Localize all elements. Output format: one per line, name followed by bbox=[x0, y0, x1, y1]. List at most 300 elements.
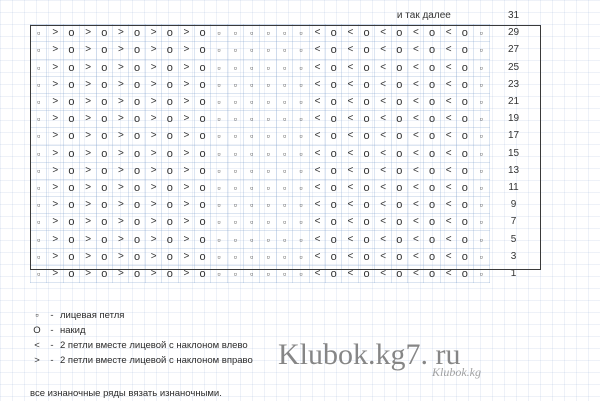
legend-dash: - bbox=[50, 340, 54, 351]
cell-yarnover-icon-glyph: o bbox=[68, 96, 75, 109]
legend-label: лицевая петля bbox=[60, 310, 125, 321]
cell-k2tog-icon-glyph: > bbox=[183, 267, 189, 279]
cell-ssk-icon bbox=[309, 59, 325, 76]
cell-yarnover-icon bbox=[162, 179, 178, 196]
cell-knit-icon-glyph: ▫ bbox=[37, 182, 41, 193]
cell-knit-icon-glyph: ▫ bbox=[479, 114, 483, 125]
cell-knit-icon-glyph: ▫ bbox=[299, 79, 303, 90]
cell-yarnover-icon-glyph: o bbox=[461, 181, 468, 194]
row-number: 29 bbox=[507, 27, 520, 39]
cell-k2tog-icon-glyph: > bbox=[117, 27, 124, 39]
cell-knit-icon bbox=[211, 76, 227, 93]
cell-k2tog-icon-glyph: > bbox=[52, 181, 58, 193]
cell-k2tog-icon-glyph: > bbox=[117, 130, 124, 142]
cell-ssk-icon-glyph: < bbox=[314, 113, 320, 125]
cell-yarnover-icon bbox=[358, 145, 374, 162]
cell-yarnover-icon bbox=[63, 42, 79, 59]
cell-knit-icon bbox=[244, 231, 260, 248]
cell-yarnover-icon bbox=[358, 25, 374, 42]
cell-yarnover-icon bbox=[424, 179, 440, 196]
cell-knit-icon bbox=[473, 128, 489, 145]
cell-knit-icon bbox=[244, 93, 260, 110]
cell-yarnover-icon-glyph: o bbox=[68, 61, 75, 74]
cell-yarnover-icon-glyph: o bbox=[199, 61, 206, 74]
cell-k2tog-icon bbox=[80, 248, 96, 265]
cell-k2tog-icon-glyph: > bbox=[52, 96, 58, 108]
cell-k2tog-icon bbox=[178, 128, 194, 145]
cell-ssk-icon bbox=[342, 214, 358, 231]
cell-k2tog-icon-glyph: > bbox=[117, 267, 124, 279]
cell-k2tog-icon bbox=[178, 59, 194, 76]
cell-knit-icon-glyph: ▫ bbox=[299, 217, 303, 228]
cell-yarnover-icon bbox=[129, 231, 145, 248]
cell-yarnover-icon bbox=[424, 76, 440, 93]
cell-knit-icon-glyph: ▫ bbox=[266, 268, 270, 279]
cell-ssk-icon-glyph: < bbox=[347, 147, 353, 159]
cell-knit-icon-glyph: ▫ bbox=[217, 268, 221, 279]
cell-yarnover-icon-glyph: o bbox=[199, 250, 206, 263]
cell-ssk-icon-glyph: < bbox=[314, 233, 320, 245]
cell-knit-icon-glyph: ▫ bbox=[233, 234, 237, 245]
cell-yarnover-icon-glyph: o bbox=[330, 44, 337, 57]
legend-item bbox=[30, 308, 450, 323]
cell-yarnover-icon-glyph: o bbox=[330, 130, 337, 143]
cell-knit-icon-glyph: ▫ bbox=[217, 217, 221, 228]
cell-yarnover-icon-glyph: o bbox=[363, 250, 370, 263]
cell-knit-icon bbox=[260, 76, 276, 93]
cell-ssk-icon bbox=[440, 265, 456, 282]
cell-k2tog-icon-glyph: > bbox=[85, 250, 91, 262]
cell-knit-icon-glyph: ▫ bbox=[479, 234, 483, 245]
chart-spacer bbox=[489, 231, 505, 248]
cell-knit-icon bbox=[211, 111, 227, 128]
cell-k2tog-icon bbox=[145, 214, 161, 231]
cell-yarnover-icon-glyph: o bbox=[101, 147, 108, 160]
cell-yarnover-icon bbox=[96, 214, 112, 231]
cell-knit-icon bbox=[227, 93, 243, 110]
cell-knit-icon-glyph: ▫ bbox=[282, 182, 287, 193]
cell-knit-icon bbox=[276, 76, 292, 93]
cell-yarnover-icon-glyph: o bbox=[363, 96, 370, 109]
chart-row bbox=[31, 76, 522, 93]
cell-yarnover-icon bbox=[129, 197, 145, 214]
cell-ssk-icon-glyph: < bbox=[347, 113, 353, 125]
cell-yarnover-icon-glyph: o bbox=[429, 27, 436, 40]
cell-ssk-icon-glyph: < bbox=[314, 250, 320, 262]
cell-ssk-icon bbox=[440, 76, 456, 93]
cell-yarnover-icon-glyph: o bbox=[429, 96, 436, 109]
cell-yarnover-icon-glyph: o bbox=[396, 130, 403, 143]
cell-yarnover-icon-glyph: o bbox=[199, 27, 206, 40]
cell-knit-icon-glyph: ▫ bbox=[250, 165, 254, 176]
cell-yarnover-icon-glyph: o bbox=[166, 233, 173, 246]
cell-k2tog-icon-glyph: > bbox=[85, 233, 91, 245]
cell-yarnover-icon-glyph: o bbox=[166, 250, 173, 263]
cell-knit-icon-glyph: ▫ bbox=[299, 234, 303, 245]
cell-knit-icon-glyph: ▫ bbox=[299, 62, 303, 73]
cell-k2tog-icon bbox=[145, 42, 161, 59]
cell-ssk-icon-glyph: < bbox=[347, 61, 353, 73]
cell-yarnover-icon bbox=[162, 128, 178, 145]
cell-ssk-icon-glyph: < bbox=[445, 44, 452, 56]
cell-ssk-icon bbox=[440, 25, 456, 42]
cell-knit-icon-glyph: ▫ bbox=[217, 131, 221, 142]
cell-k2tog-icon-glyph: > bbox=[183, 216, 189, 228]
cell-knit-icon bbox=[31, 59, 47, 76]
cell-ssk-icon bbox=[375, 214, 391, 231]
cell-k2tog-icon-glyph: > bbox=[117, 78, 124, 90]
cell-k2tog-icon-glyph: > bbox=[150, 130, 157, 142]
cell-yarnover-icon bbox=[457, 59, 473, 76]
cell-ssk-icon bbox=[440, 214, 456, 231]
cell-yarnover-icon-glyph: o bbox=[133, 44, 141, 57]
cell-k2tog-icon-glyph: > bbox=[85, 96, 91, 108]
cell-k2tog-icon bbox=[145, 111, 161, 128]
cell-k2tog-icon bbox=[112, 197, 128, 214]
cell-yarnover-icon bbox=[96, 179, 112, 196]
watermark-signature: Klubok.kg bbox=[432, 365, 481, 379]
cell-knit-icon bbox=[244, 25, 260, 42]
cell-ssk-icon-glyph: < bbox=[314, 216, 320, 228]
cell-knit-icon bbox=[227, 59, 243, 76]
cell-yarnover-icon bbox=[457, 111, 473, 128]
cell-knit-icon-glyph: ▫ bbox=[266, 79, 270, 90]
cell-k2tog-icon-glyph: > bbox=[183, 164, 189, 176]
cell-k2tog-icon-glyph: > bbox=[183, 44, 189, 56]
cell-yarnover-icon bbox=[194, 231, 210, 248]
cell-k2tog-icon bbox=[112, 59, 128, 76]
cell-knit-icon bbox=[211, 197, 227, 214]
cell-k2tog-icon-glyph: > bbox=[52, 216, 58, 228]
cell-knit-icon-glyph: ▫ bbox=[37, 114, 41, 125]
cell-k2tog-icon bbox=[47, 214, 63, 231]
cell-knit-icon bbox=[31, 197, 47, 214]
chart-row bbox=[31, 59, 522, 76]
cell-ssk-icon-glyph: < bbox=[380, 267, 386, 279]
cell-knit-icon bbox=[227, 162, 243, 179]
cell-knit-icon bbox=[293, 214, 309, 231]
cell-yarnover-icon bbox=[358, 111, 374, 128]
legend-dash: - bbox=[50, 355, 54, 366]
cell-yarnover-icon bbox=[162, 265, 178, 282]
cell-k2tog-icon bbox=[145, 231, 161, 248]
cell-yarnover-icon-glyph: o bbox=[133, 27, 141, 40]
cell-ssk-icon-glyph: < bbox=[347, 267, 353, 279]
cell-k2tog-icon-glyph: > bbox=[52, 267, 58, 279]
cell-knit-icon-glyph: ▫ bbox=[37, 131, 41, 142]
legend-item bbox=[30, 323, 450, 338]
cell-yarnover-icon-glyph: o bbox=[429, 44, 436, 57]
cell-knit-icon bbox=[227, 128, 243, 145]
cell-knit-icon bbox=[473, 76, 489, 93]
cell-ssk-icon bbox=[375, 265, 391, 282]
cell-k2tog-icon-glyph: > bbox=[150, 199, 157, 211]
cell-knit-icon-glyph: ▫ bbox=[282, 251, 287, 262]
cell-yarnover-icon-glyph: o bbox=[133, 61, 141, 74]
cell-yarnover-icon bbox=[391, 265, 407, 282]
cell-k2tog-icon bbox=[47, 162, 63, 179]
cell-k2tog-icon-glyph: > bbox=[183, 233, 189, 245]
cell-knit-icon bbox=[211, 42, 227, 59]
cell-knit-icon-glyph: ▫ bbox=[479, 200, 483, 211]
cell-knit-icon bbox=[31, 25, 47, 42]
cell-yarnover-icon bbox=[326, 111, 342, 128]
cell-yarnover-icon bbox=[194, 265, 210, 282]
cell-knit-icon bbox=[260, 42, 276, 59]
cell-knit-icon-glyph: ▫ bbox=[250, 182, 254, 193]
cell-knit-icon bbox=[227, 42, 243, 59]
cell-yarnover-icon-glyph: o bbox=[363, 233, 370, 246]
cell-yarnover-icon-glyph: o bbox=[396, 27, 403, 40]
cell-ssk-icon-glyph: < bbox=[413, 44, 419, 56]
cell-yarnover-icon-glyph: o bbox=[166, 96, 173, 109]
row-number: 1 bbox=[510, 267, 517, 279]
cell-knit-icon-glyph: ▫ bbox=[282, 234, 287, 245]
cell-knit-icon bbox=[260, 162, 276, 179]
row-number: 13 bbox=[507, 164, 520, 176]
cell-ssk-icon-glyph: < bbox=[380, 61, 386, 73]
cell-yarnover-icon-glyph: o bbox=[101, 164, 108, 177]
cell-k2tog-icon-glyph: > bbox=[150, 113, 157, 125]
cell-k2tog-icon-glyph: > bbox=[52, 44, 58, 56]
cell-ssk-icon-glyph: < bbox=[347, 216, 353, 228]
cell-k2tog-icon-glyph: > bbox=[52, 199, 58, 211]
cell-k2tog-icon-glyph: > bbox=[85, 130, 91, 142]
cell-yarnover-icon bbox=[326, 93, 342, 110]
cell-yarnover-icon bbox=[129, 111, 145, 128]
cell-ssk-icon bbox=[309, 128, 325, 145]
cell-ssk-icon bbox=[375, 128, 391, 145]
cell-yarnover-icon-glyph: o bbox=[68, 181, 75, 194]
cell-yarnover-icon-glyph: o bbox=[396, 96, 403, 109]
cell-ssk-icon bbox=[440, 128, 456, 145]
cell-ssk-icon-glyph: < bbox=[314, 27, 320, 39]
cell-knit-icon-glyph: ▫ bbox=[37, 165, 41, 176]
cell-ssk-icon-glyph: < bbox=[413, 27, 419, 39]
cell-knit-icon-glyph: ▫ bbox=[479, 28, 483, 39]
cell-knit-icon-glyph: ▫ bbox=[299, 28, 303, 39]
cell-ssk-icon bbox=[440, 59, 456, 76]
cell-yarnover-icon bbox=[358, 231, 374, 248]
cell-knit-icon-glyph: ▫ bbox=[217, 165, 221, 176]
cell-ssk-icon-glyph: < bbox=[314, 164, 320, 176]
row-number: 23 bbox=[507, 78, 520, 90]
cell-ssk-icon bbox=[407, 42, 423, 59]
cell-yarnover-icon-glyph: o bbox=[68, 267, 75, 280]
cell-knit-icon-glyph: ▫ bbox=[233, 251, 237, 262]
cell-k2tog-icon-glyph: > bbox=[150, 233, 157, 245]
cell-knit-icon-glyph: ▫ bbox=[217, 114, 221, 125]
cell-yarnover-icon-glyph: o bbox=[166, 267, 173, 280]
cell-ssk-icon-glyph: < bbox=[413, 113, 419, 125]
cell-knit-icon-glyph: ▫ bbox=[299, 45, 303, 56]
cell-yarnover-icon bbox=[96, 93, 112, 110]
cell-ssk-icon bbox=[342, 197, 358, 214]
cell-k2tog-icon-glyph: > bbox=[183, 130, 189, 142]
cell-knit-icon-glyph: ▫ bbox=[282, 79, 287, 90]
cell-k2tog-icon bbox=[178, 214, 194, 231]
cell-knit-icon-glyph: ▫ bbox=[282, 165, 287, 176]
cell-knit-icon-glyph: ▫ bbox=[479, 97, 483, 108]
cell-k2tog-icon-glyph: > bbox=[52, 147, 58, 159]
cell-yarnover-icon-glyph: o bbox=[133, 130, 141, 143]
cell-knit-icon bbox=[31, 145, 47, 162]
cell-knit-icon bbox=[276, 214, 292, 231]
cell-k2tog-icon-glyph: > bbox=[150, 250, 157, 262]
cell-k2tog-icon-glyph: > bbox=[85, 216, 91, 228]
cell-ssk-icon-glyph: < bbox=[413, 147, 419, 159]
cell-ssk-icon-glyph: < bbox=[413, 96, 419, 108]
cell-k2tog-icon-glyph: > bbox=[52, 27, 58, 39]
cell-yarnover-icon-glyph: o bbox=[199, 233, 206, 246]
cell-yarnover-icon bbox=[326, 162, 342, 179]
cell-k2tog-icon bbox=[112, 25, 128, 42]
cell-k2tog-icon-glyph: > bbox=[52, 130, 58, 142]
cell-knit-icon bbox=[293, 59, 309, 76]
chart-spacer bbox=[489, 162, 505, 179]
cell-ssk-icon bbox=[375, 42, 391, 59]
cell-knit-icon bbox=[260, 265, 276, 282]
cell-yarnover-icon bbox=[457, 197, 473, 214]
cell-knit-icon bbox=[244, 214, 260, 231]
cell-k2tog-icon-glyph: > bbox=[52, 61, 58, 73]
row-number: 27 bbox=[507, 44, 520, 56]
cell-ssk-icon-glyph: < bbox=[380, 113, 386, 125]
cell-yarnover-icon bbox=[424, 248, 440, 265]
cell-ssk-icon-glyph: < bbox=[445, 181, 452, 193]
chart-cell-empty bbox=[96, 8, 112, 25]
cell-yarnover-icon-glyph: o bbox=[101, 44, 108, 57]
cell-ssk-icon bbox=[375, 248, 391, 265]
cell-yarnover-icon-glyph: o bbox=[68, 147, 75, 160]
cell-yarnover-icon-glyph: o bbox=[363, 27, 370, 40]
cell-k2tog-icon-glyph: > bbox=[183, 78, 189, 90]
cell-knit-icon bbox=[227, 214, 243, 231]
cell-knit-icon bbox=[211, 145, 227, 162]
cell-yarnover-icon bbox=[194, 59, 210, 76]
cell-ssk-icon bbox=[375, 93, 391, 110]
cell-knit-icon bbox=[260, 179, 276, 196]
cell-yarnover-icon-glyph: o bbox=[461, 267, 468, 280]
cell-yarnover-icon-glyph: o bbox=[101, 61, 108, 74]
cell-yarnover-icon bbox=[391, 145, 407, 162]
cell-knit-icon-glyph: ▫ bbox=[217, 28, 221, 39]
cell-yarnover-icon-glyph: o bbox=[396, 181, 403, 194]
cell-ssk-icon bbox=[407, 111, 423, 128]
cell-knit-icon-glyph: ▫ bbox=[37, 217, 41, 228]
cell-ssk-icon bbox=[309, 76, 325, 93]
cell-yarnover-icon-glyph: o bbox=[166, 27, 173, 40]
cell-ssk-icon bbox=[407, 59, 423, 76]
cell-yarnover-icon bbox=[162, 145, 178, 162]
cell-yarnover-icon-glyph: o bbox=[429, 199, 436, 212]
cell-k2tog-icon-glyph: > bbox=[117, 96, 124, 108]
cell-yarnover-icon bbox=[194, 197, 210, 214]
cell-k2tog-icon bbox=[178, 197, 194, 214]
cell-knit-icon bbox=[473, 248, 489, 265]
cell-yarnover-icon-glyph: o bbox=[199, 216, 206, 229]
cell-yarnover-icon bbox=[129, 248, 145, 265]
chart-note: и так далее bbox=[396, 10, 451, 22]
cell-yarnover-icon bbox=[96, 25, 112, 42]
cell-yarnover-icon-glyph: o bbox=[166, 44, 173, 57]
cell-yarnover-icon bbox=[424, 25, 440, 42]
cell-yarnover-icon-glyph: o bbox=[363, 113, 370, 126]
cell-ssk-icon bbox=[309, 197, 325, 214]
cell-yarnover-icon-glyph: o bbox=[101, 130, 108, 143]
cell-knit-icon-glyph: ▫ bbox=[479, 182, 483, 193]
cell-ssk-icon-glyph: < bbox=[380, 78, 386, 90]
cell-ssk-icon bbox=[407, 265, 423, 282]
cell-yarnover-icon-glyph: o bbox=[199, 181, 206, 194]
cell-k2tog-icon-glyph: > bbox=[85, 27, 91, 39]
cell-yarnover-icon-glyph: o bbox=[133, 233, 141, 246]
chart-spacer bbox=[489, 265, 505, 282]
cell-yarnover-icon bbox=[162, 162, 178, 179]
cell-k2tog-icon-glyph: > bbox=[150, 96, 157, 108]
cell-knit-icon bbox=[293, 179, 309, 196]
cell-yarnover-icon-glyph: o bbox=[68, 164, 75, 177]
cell-yarnover-icon-glyph: o bbox=[363, 44, 370, 57]
cell-knit-icon-glyph: ▫ bbox=[217, 200, 221, 211]
cell-yarnover-icon bbox=[326, 248, 342, 265]
chart-row bbox=[31, 265, 522, 282]
cell-yarnover-icon bbox=[162, 42, 178, 59]
cell-yarnover-icon bbox=[457, 179, 473, 196]
knit-icon: ▫ bbox=[35, 310, 39, 321]
cell-yarnover-icon bbox=[63, 248, 79, 265]
cell-knit-icon bbox=[260, 25, 276, 42]
cell-k2tog-icon bbox=[178, 179, 194, 196]
cell-yarnover-icon-glyph: o bbox=[330, 267, 337, 280]
chart-cell-empty bbox=[473, 8, 489, 25]
cell-yarnover-icon-glyph: o bbox=[461, 147, 468, 160]
cell-yarnover-icon bbox=[96, 265, 112, 282]
cell-knit-icon bbox=[473, 145, 489, 162]
cell-ssk-icon-glyph: < bbox=[314, 181, 320, 193]
cell-yarnover-icon bbox=[424, 59, 440, 76]
cell-yarnover-icon bbox=[194, 248, 210, 265]
cell-k2tog-icon bbox=[80, 42, 96, 59]
cell-ssk-icon-glyph: < bbox=[380, 130, 386, 142]
cell-knit-icon bbox=[276, 145, 292, 162]
cell-knit-icon bbox=[244, 179, 260, 196]
cell-yarnover-icon-glyph: o bbox=[199, 113, 206, 126]
cell-knit-icon-glyph: ▫ bbox=[266, 97, 270, 108]
cell-knit-icon-glyph: ▫ bbox=[266, 165, 270, 176]
cell-yarnover-icon bbox=[96, 231, 112, 248]
ssk-icon: < bbox=[34, 340, 40, 351]
cell-ssk-icon bbox=[375, 162, 391, 179]
cell-knit-icon-glyph: ▫ bbox=[37, 200, 41, 211]
cell-yarnover-icon bbox=[457, 145, 473, 162]
cell-yarnover-icon bbox=[162, 231, 178, 248]
cell-yarnover-icon-glyph: o bbox=[166, 199, 173, 212]
cell-yarnover-icon-glyph: o bbox=[199, 130, 206, 143]
cell-yarnover-icon-glyph: o bbox=[101, 233, 108, 246]
cell-yarnover-icon-glyph: o bbox=[330, 96, 337, 109]
cell-k2tog-icon bbox=[80, 179, 96, 196]
cell-k2tog-icon bbox=[80, 111, 96, 128]
cell-knit-icon-glyph: ▫ bbox=[217, 62, 221, 73]
cell-k2tog-icon bbox=[145, 93, 161, 110]
cell-knit-icon-glyph: ▫ bbox=[233, 79, 237, 90]
cell-k2tog-icon bbox=[47, 248, 63, 265]
cell-yarnover-icon-glyph: o bbox=[68, 233, 75, 246]
cell-yarnover-icon-glyph: o bbox=[68, 113, 75, 126]
cell-knit-icon bbox=[227, 265, 243, 282]
cell-k2tog-icon bbox=[178, 42, 194, 59]
